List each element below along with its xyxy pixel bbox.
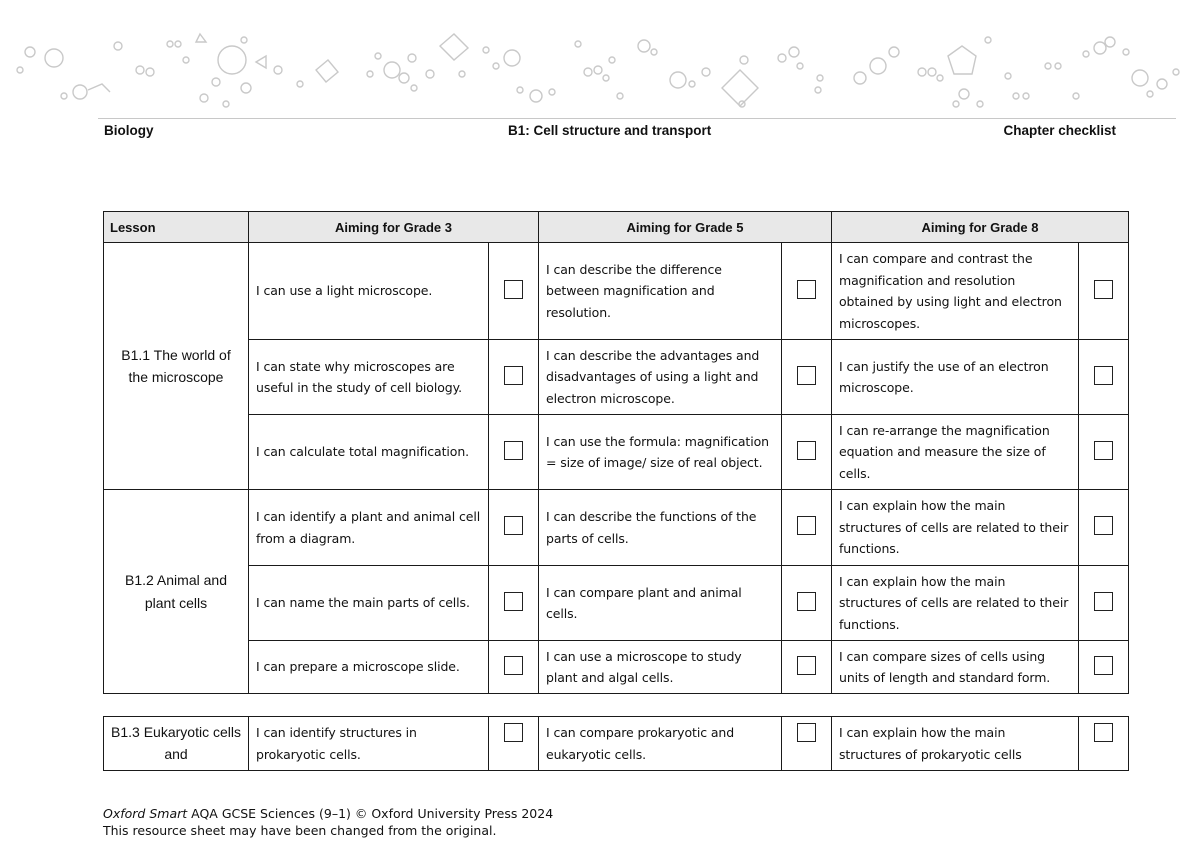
grade3-statement: I can identify a plant and animal cell from a diagram.: [249, 490, 489, 566]
grade8-statement: I can justify the use of an electron microscope.: [832, 340, 1079, 415]
grade5-statement: I can describe the difference between magnification and resolution.: [539, 243, 782, 340]
grade3-checkbox[interactable]: [504, 656, 523, 675]
grade8-statement: I can compare and contrast the magnification and resolution obtained by using light and electron microscopes.: [832, 243, 1079, 340]
grade3-checkbox[interactable]: [504, 516, 523, 535]
grade5-statement: I can use a microscope to study plant and algal cells.: [539, 641, 782, 694]
grade3-checkbox[interactable]: [504, 592, 523, 611]
lesson-title: B1.3 Eukaryotic cells and: [104, 717, 249, 771]
grade3-statement: I can name the main parts of cells.: [249, 566, 489, 641]
lesson-title: B1.2 Animal and plant cells: [104, 490, 249, 694]
table-row: [104, 566, 1129, 641]
grade8-checkbox[interactable]: [1094, 441, 1113, 460]
grade8-checkbox[interactable]: [1094, 516, 1113, 535]
grade5-statement: I can compare plant and animal cells.: [539, 566, 782, 641]
grade3-statement: I can state why microscopes are useful in the study of cell biology.: [249, 340, 489, 415]
table-row: [104, 415, 1129, 490]
grade8-column-header: Aiming for Grade 8: [832, 212, 1129, 243]
grade8-checkbox[interactable]: [1094, 280, 1113, 299]
grade3-column-header: Aiming for Grade 3: [249, 212, 539, 243]
table-row: [104, 717, 1129, 771]
header-divider: [98, 118, 1176, 119]
grade8-checkbox[interactable]: [1094, 723, 1113, 742]
publication-info: AQA GCSE Sciences (9–1) © Oxford University Press 2024: [187, 806, 554, 821]
subject-label: Biology: [104, 123, 154, 138]
copyright-line: [103, 806, 553, 821]
table-row: [104, 243, 1129, 340]
chapter-checklist-table: [103, 211, 1129, 694]
grade3-statement: I can use a light microscope.: [249, 243, 489, 340]
lesson-title: B1.1 The world of the microscope: [104, 243, 249, 490]
grade3-statement: I can prepare a microscope slide.: [249, 641, 489, 694]
grade5-checkbox[interactable]: [797, 366, 816, 385]
chapter-title: B1: Cell structure and transport: [508, 123, 712, 138]
brand-name: Oxford Smart: [103, 806, 188, 821]
grade5-column-header: Aiming for Grade 5: [539, 212, 832, 243]
table-row: [104, 490, 1129, 566]
grade8-checkbox[interactable]: [1094, 592, 1113, 611]
grade8-checkbox[interactable]: [1094, 366, 1113, 385]
grade3-statement: I can calculate total magnification.: [249, 415, 489, 490]
grade8-checkbox[interactable]: [1094, 656, 1113, 675]
grade3-statement: I can identify structures in prokaryotic cells.: [249, 717, 489, 771]
grade8-statement: I can compare sizes of cells using units of length and standard form.: [832, 641, 1079, 694]
grade5-checkbox[interactable]: [797, 280, 816, 299]
grade3-checkbox[interactable]: [504, 723, 523, 742]
grade5-statement: I can describe the advantages and disadvantages of using a light and electron microscope.: [539, 340, 782, 415]
table-header-row: [104, 212, 1129, 243]
table-row: [104, 340, 1129, 415]
grade8-statement: I can re-arrange the magnification equation and measure the size of cells.: [832, 415, 1079, 490]
grade8-statement: I can explain how the main structures of cells are related to their functions.: [832, 490, 1079, 566]
grade5-statement: I can compare prokaryotic and eukaryotic cells.: [539, 717, 782, 771]
grade8-statement: I can explain how the main structures of cells are related to their functions.: [832, 566, 1079, 641]
grade5-statement: I can describe the functions of the parts of cells.: [539, 490, 782, 566]
modification-notice: This resource sheet may have been changed from the original.: [103, 823, 497, 838]
grade5-checkbox[interactable]: [797, 723, 816, 742]
document-type-label: Chapter checklist: [1003, 123, 1116, 138]
checklist-continued-table: [103, 716, 1129, 771]
table-row: [104, 641, 1129, 694]
grade5-checkbox[interactable]: [797, 516, 816, 535]
grade3-checkbox[interactable]: [504, 280, 523, 299]
grade5-checkbox[interactable]: [797, 656, 816, 675]
grade8-statement: I can explain how the main structures of prokaryotic cells: [832, 717, 1079, 771]
grade3-checkbox[interactable]: [504, 441, 523, 460]
grade3-checkbox[interactable]: [504, 366, 523, 385]
molecule-pattern-banner: [0, 0, 1200, 118]
grade5-checkbox[interactable]: [797, 441, 816, 460]
grade5-checkbox[interactable]: [797, 592, 816, 611]
grade5-statement: I can use the formula: magnification = size of image/ size of real object.: [539, 415, 782, 490]
lesson-column-header: Lesson: [104, 212, 249, 243]
